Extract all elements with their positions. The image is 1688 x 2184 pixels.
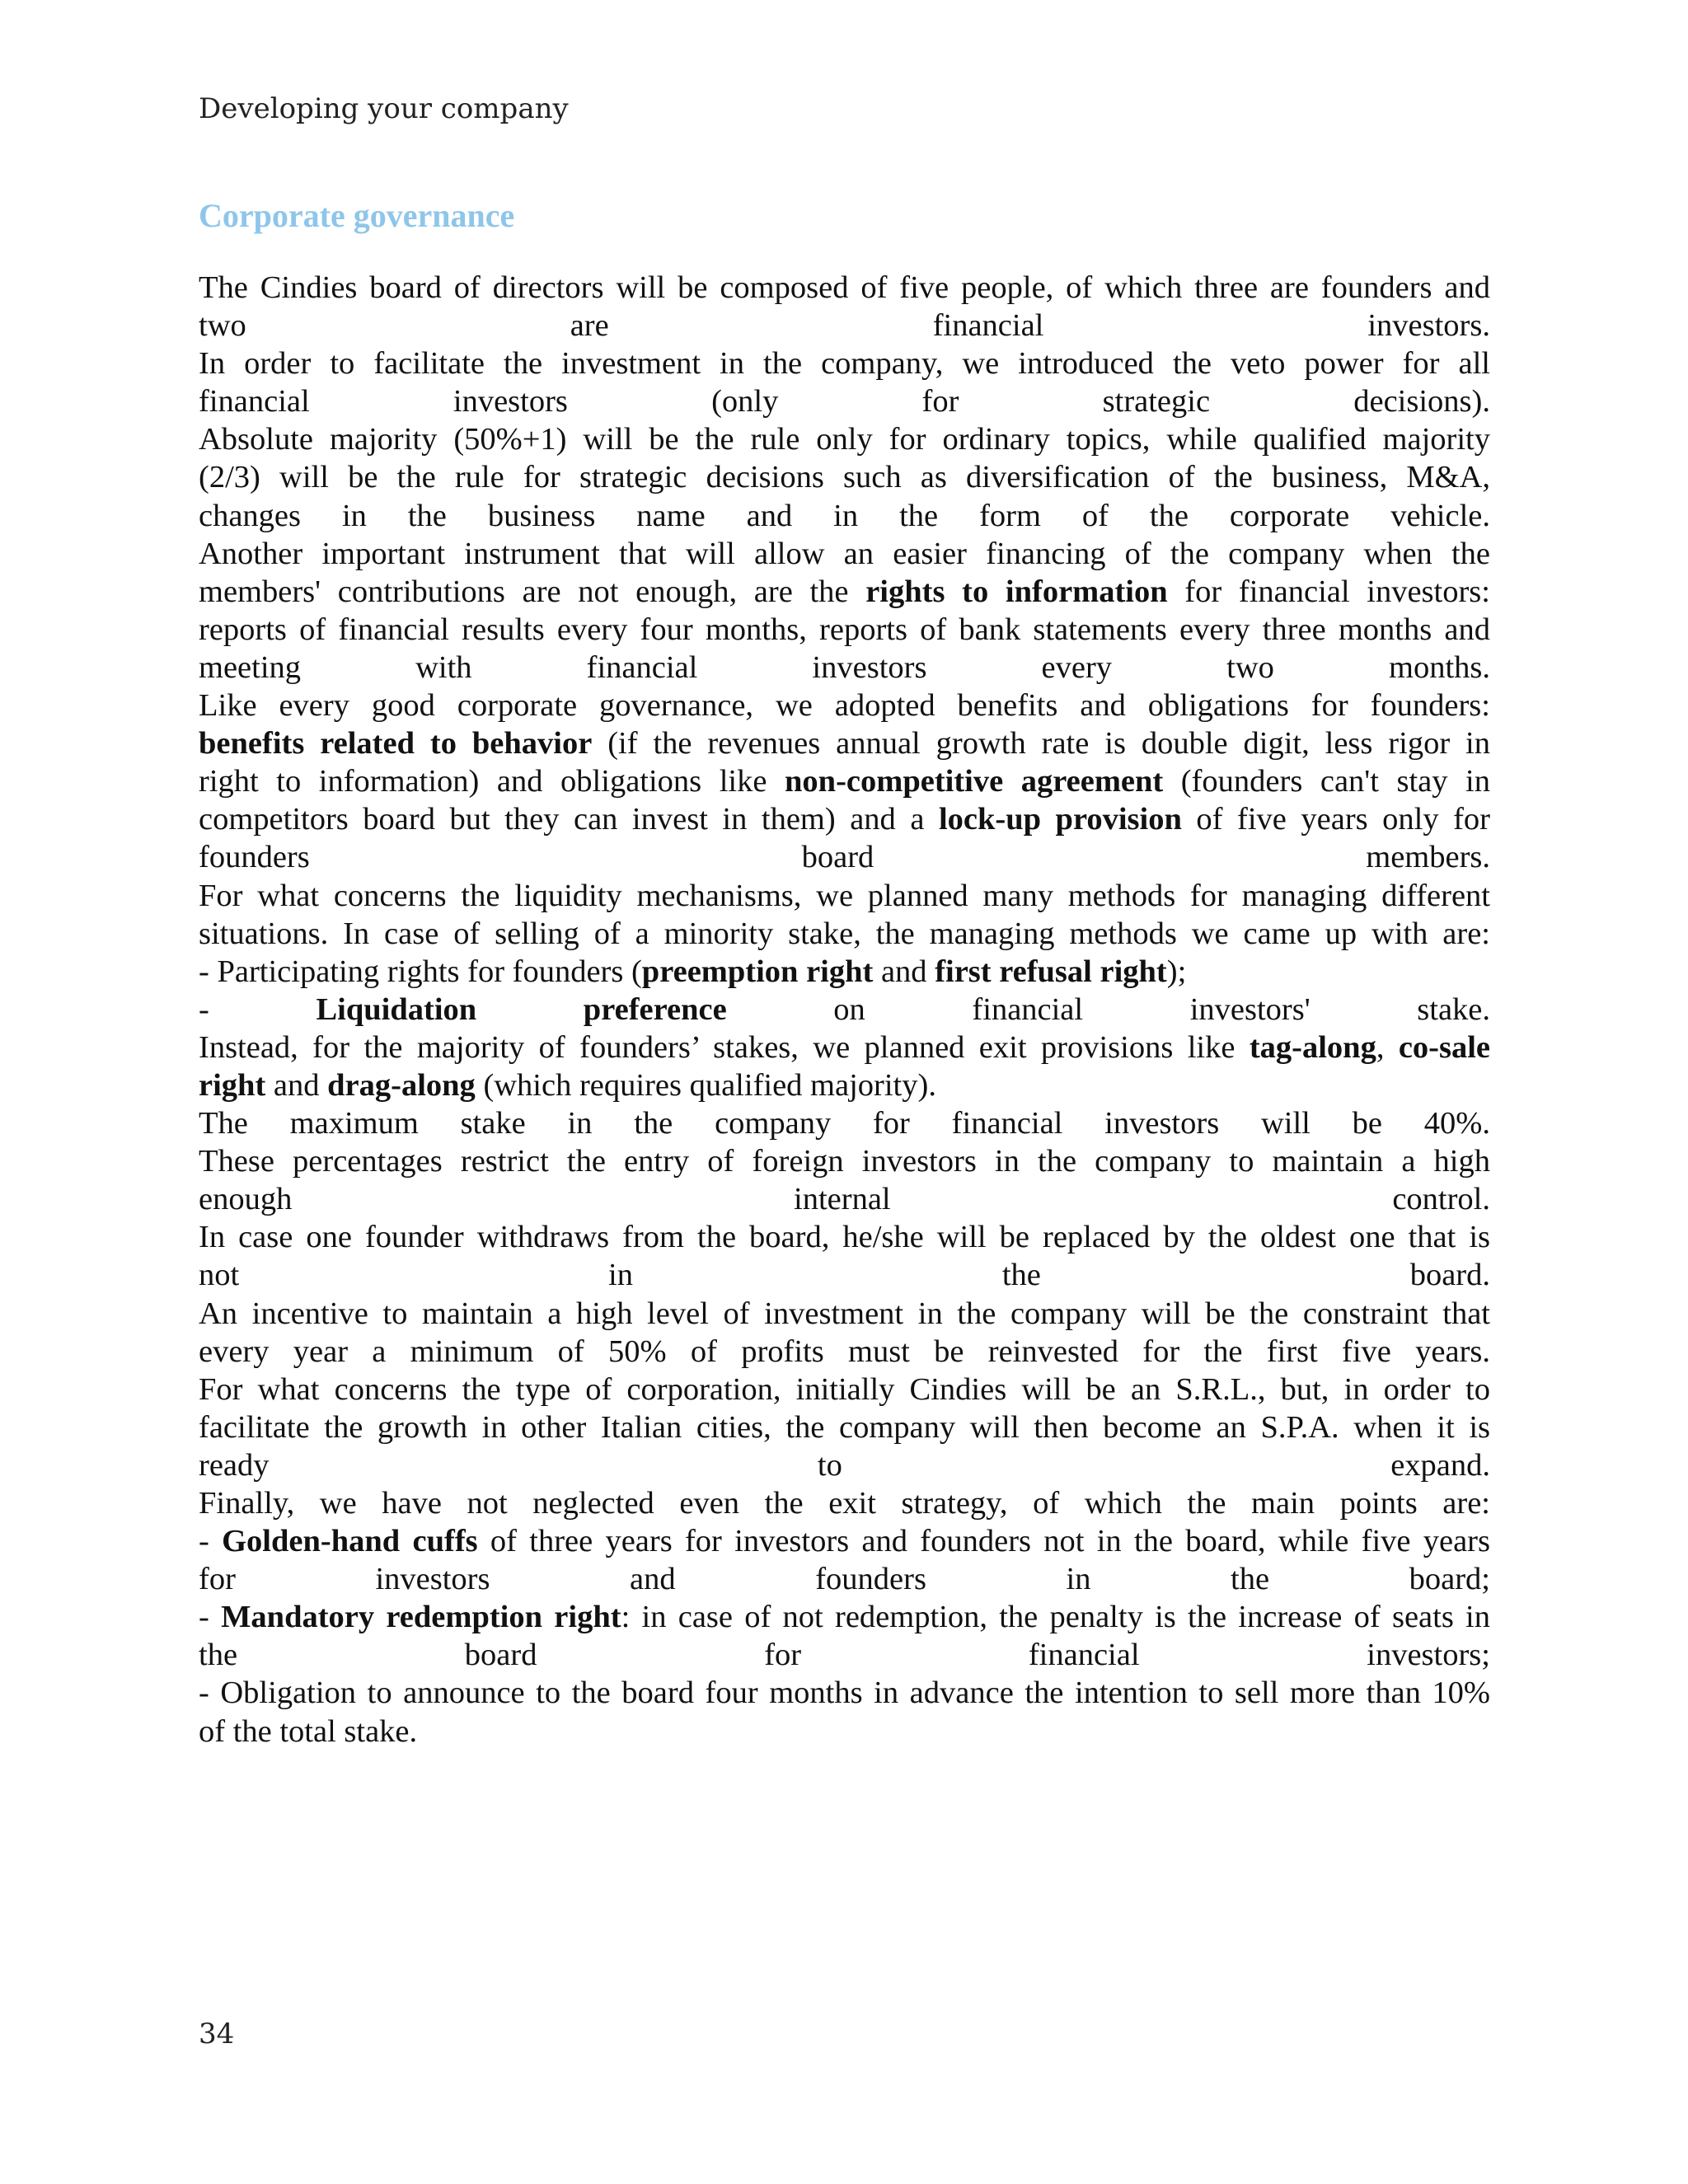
- text-run: Another important instrument that will allow an easier financing of the company when the: [199, 536, 1490, 571]
- body-line: [199, 953, 1490, 991]
- text-run: -: [199, 1524, 223, 1559]
- body-line: [199, 382, 1490, 420]
- text-run: two are financial investors.: [199, 308, 1490, 344]
- body-line: [199, 1333, 1490, 1371]
- body-line: [199, 1029, 1490, 1066]
- text-run: In order to facilitate the investment in the company, we introduced the veto power for all: [199, 346, 1490, 382]
- text-run: and: [265, 1067, 328, 1103]
- body-line: [199, 762, 1490, 800]
- text-run: the board for financial investors;: [199, 1638, 1490, 1673]
- text-run: enough internal control.: [199, 1182, 1490, 1217]
- text-run: - Participating rights for founders (: [199, 954, 642, 989]
- bold-term: co-sale: [1398, 1029, 1490, 1065]
- running-header: Developing your company: [199, 92, 569, 125]
- text-run: on financial investors' stake.: [726, 991, 1490, 1027]
- text-run: (if the revenues annual growth rate is double digit, less rigor in: [592, 726, 1490, 762]
- text-run: every year a minimum of 50% of profits must be reinvested for the first five years.: [199, 1333, 1490, 1369]
- bold-term: first refusal right: [935, 954, 1167, 989]
- bold-term: Mandatory redemption right: [221, 1600, 621, 1635]
- body-line: [199, 1674, 1490, 1712]
- bold-term: benefits related to behavior: [199, 726, 593, 762]
- body-line: [199, 649, 1490, 687]
- body-line: [199, 1371, 1490, 1408]
- body-line: [199, 724, 1490, 762]
- text-run: - Obligation to announce to the board four months in advance the intention to sell more than 10%: [199, 1675, 1490, 1711]
- body-line: [199, 1104, 1490, 1142]
- text-run: of five years only for: [1181, 802, 1490, 837]
- body-line: [199, 269, 1490, 307]
- body-line: [199, 687, 1490, 724]
- body-line: [199, 877, 1490, 915]
- text-run: For what concerns the type of corporation, initially Cindies will be an S.R.L., but, in order to: [199, 1371, 1490, 1407]
- bold-term: tag-along: [1249, 1029, 1376, 1065]
- body-text: [199, 269, 1490, 1750]
- body-line: [199, 1446, 1490, 1484]
- body-line: [199, 307, 1490, 344]
- body-line: [199, 838, 1490, 876]
- text-run: -: [199, 1600, 222, 1635]
- text-run: (2/3) will be the rule for strategic decisions such as diversification of the business, M&A,: [199, 460, 1490, 495]
- text-run: For what concerns the liquidity mechanisms, we planned many methods for managing different: [199, 878, 1490, 913]
- text-run: ,: [1376, 1029, 1399, 1065]
- text-run: of three years for investors and founders not in the board, while five years: [477, 1524, 1490, 1559]
- text-run: );: [1166, 954, 1187, 989]
- text-run: changes in the business name and in the form of the corporate vehicle.: [199, 498, 1490, 533]
- body-line: [199, 344, 1490, 382]
- body-line: [199, 1066, 1490, 1104]
- text-run: not in the board.: [199, 1258, 1490, 1293]
- page-number: 34: [199, 2018, 235, 2050]
- bold-term: Liquidation preference: [316, 991, 727, 1027]
- text-run: facilitate the growth in other Italian cities, the company will then become an S.P.A. when it is: [199, 1409, 1490, 1445]
- body-line: [199, 1408, 1490, 1446]
- body-line: [199, 535, 1490, 573]
- body-line: [199, 1484, 1490, 1522]
- body-line: [199, 991, 1490, 1029]
- text-run: The Cindies board of directors will be composed of five people, of which three are founders and: [199, 270, 1490, 305]
- text-run: An incentive to maintain a high level of investment in the company will be the constraint that: [199, 1296, 1490, 1331]
- text-run: meeting with financial investors every two months.: [199, 649, 1490, 685]
- body-line: [199, 1713, 1490, 1750]
- bold-term: lock-up provision: [938, 802, 1182, 837]
- text-run: (which requires qualified majority).: [475, 1067, 936, 1103]
- body-line: [199, 573, 1490, 611]
- body-line: [199, 1142, 1490, 1180]
- body-line: [199, 1295, 1490, 1333]
- bold-term: drag-along: [327, 1067, 476, 1103]
- text-run: (founders can't stay in: [1163, 764, 1490, 799]
- body-line: [199, 458, 1490, 496]
- text-run: ready to expand.: [199, 1447, 1490, 1483]
- text-run: financial investors (only for strategic decisions).: [199, 384, 1490, 419]
- body-line: [199, 497, 1490, 535]
- bold-term: rights to information: [865, 574, 1168, 609]
- text-run: and: [873, 954, 935, 989]
- text-run: In case one founder withdraws from the board, he/she will be replaced by the oldest one that is: [199, 1220, 1490, 1255]
- body-line: [199, 1522, 1490, 1560]
- body-line: [199, 611, 1490, 649]
- text-run: Like every good corporate governance, we adopted benefits and obligations for founders:: [199, 688, 1490, 724]
- text-run: These percentages restrict the entry of foreign investors in the company to maintain a high: [199, 1144, 1490, 1179]
- body-line: [199, 1598, 1490, 1636]
- body-line: [199, 1636, 1490, 1674]
- body-line: [199, 800, 1490, 838]
- text-run: Absolute majority (50%+1) will be the rule only for ordinary topics, while qualified majority: [199, 422, 1490, 457]
- bold-term: non-competitive agreement: [785, 764, 1164, 799]
- body-line: [199, 1560, 1490, 1598]
- bold-term: right: [199, 1067, 266, 1103]
- text-run: of the total stake.: [199, 1713, 418, 1749]
- text-run: right to information) and obligations like: [199, 764, 785, 799]
- text-run: reports of financial results every four months, reports of bank statements every three months and: [199, 612, 1490, 647]
- text-run: Instead, for the majority of founders’ stakes, we planned exit provisions like: [199, 1029, 1250, 1065]
- text-run: Finally, we have not neglected even the exit strategy, of which the main points are:: [199, 1486, 1490, 1521]
- bold-term: Golden-hand cuffs: [222, 1524, 478, 1559]
- section-title: Corporate governance: [199, 197, 515, 234]
- text-run: founders board members.: [199, 840, 1490, 875]
- body-line: [199, 420, 1490, 458]
- text-run: -: [199, 991, 316, 1027]
- body-line: [199, 1256, 1490, 1294]
- text-run: competitors board but they can invest in them) and a: [199, 802, 939, 837]
- text-run: for financial investors:: [1167, 574, 1490, 609]
- text-run: situations. In case of selling of a minority stake, the managing methods we came up with are:: [199, 916, 1490, 951]
- text-run: members' contributions are not enough, are the: [199, 574, 866, 609]
- body-line: [199, 1180, 1490, 1218]
- text-run: for investors and founders in the board;: [199, 1562, 1490, 1597]
- text-run: The maximum stake in the company for financial investors will be 40%.: [199, 1106, 1490, 1141]
- body-line: [199, 1218, 1490, 1256]
- text-run: : in case of not redemption, the penalty is the increase of seats in: [621, 1600, 1490, 1635]
- body-line: [199, 915, 1490, 953]
- bold-term: preemption right: [641, 954, 874, 989]
